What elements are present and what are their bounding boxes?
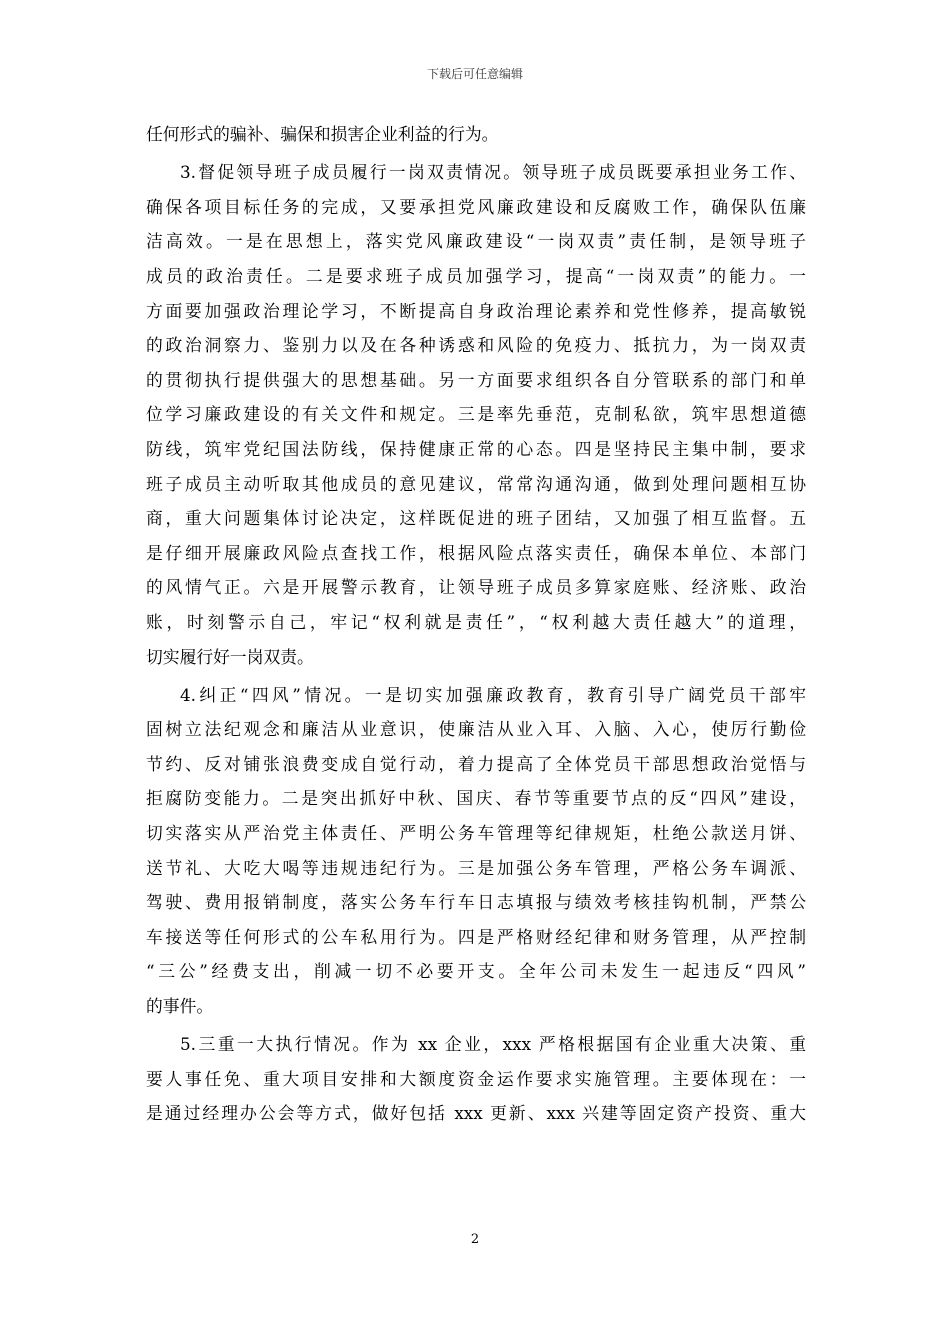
page-number: 2 xyxy=(470,1232,480,1247)
text-line: 是通过经理办公会等方式，做好包括 xxx 更新、xxx 兴建等固定资产投资、重大 xyxy=(146,1103,806,1124)
text-line: 防线，筑牢党纪国法防线，保持健康正常的心态。四是坚持民主集中制，要求 xyxy=(146,438,806,459)
text-line: 确保各项目标任务的完成，又要承担党风廉政建设和反腐败工作，确保队伍廉 xyxy=(146,196,806,217)
text-line: 的政治洞察力、鉴别力以及在各种诱惑和风险的免疫力、抵抗力，为一岗双责 xyxy=(146,335,806,356)
paragraph-item-4 xyxy=(146,678,806,1024)
text-line: 节约、反对铺张浪费变成自觉行动，着力提高了全体党员干部思想政治觉悟与 xyxy=(146,753,806,774)
text-line: 的贯彻执行提供强大的思想基础。另一方面要求组织各自分管联系的部门和单 xyxy=(146,369,806,390)
paragraph-continuation xyxy=(146,117,806,152)
text-line: 洁高效。一是在思想上，落实党风廉政建设“一岗双责”责任制，是领导班子 xyxy=(146,231,806,252)
text-line: 送节礼、大吃大喝等违规违纪行为。三是加强公务车管理，严格公务车调派、 xyxy=(146,857,806,878)
text-line: 切实履行好一岗双责。 xyxy=(146,646,314,667)
paragraph-item-3 xyxy=(146,155,806,674)
text-line: 位学习廉政建设的有关文件和规定。三是率先垂范，克制私欲，筑牢思想道德 xyxy=(146,404,806,425)
page-header: 下载后可任意编辑 xyxy=(426,67,523,81)
text-line: 成员的政治责任。二是要求班子成员加强学习，提高“一岗双责”的能力。一 xyxy=(146,265,806,286)
text-line: 固树立法纪观念和廉洁从业意识，使廉洁从业入耳、入脑、入心，使厉行勤俭 xyxy=(146,719,806,740)
text-line: 账，时刻警示自己，牢记“权利就是责任”，“权利越大责任越大”的道理， xyxy=(146,611,806,632)
text-line: 任何形式的骗补、骗保和损害企业利益的行为。 xyxy=(146,124,499,144)
text-line: 切实落实从严治党主体责任、严明公务车管理等纪律规矩，杜绝公款送月饼、 xyxy=(146,823,806,844)
text-line: 车接送等任何形式的公车私用行为。四是严格财经纪律和财务管理，从严控制 xyxy=(146,926,806,947)
text-line: 4.纠正“四风”情况。一是切实加强廉政教育，教育引导广阔党员干部牢 xyxy=(180,684,806,705)
text-line: 5.三重一大执行情况。作为 xx 企业，xxx 严格根据国有企业重大决策、重 xyxy=(180,1034,806,1055)
text-line: 拒腐防变能力。二是突出抓好中秋、国庆、春节等重要节点的反“四风”建设， xyxy=(146,788,806,809)
text-line: 方面要加强政治理论学习，不断提高自身政治理论素养和党性修养，提高敏锐 xyxy=(146,300,806,321)
text-line: “三公”经费支出，削减一切不必要开支。全年公司未发生一起违反“四风” xyxy=(146,961,806,982)
text-line: 的事件。 xyxy=(146,996,214,1017)
text-line: 的风情气正。六是开展警示教育，让领导班子成员多算家庭账、经济账、政治 xyxy=(146,577,806,598)
paragraph-item-5 xyxy=(146,1027,806,1131)
text-line: 驾驶、费用报销制度，落实公务车行车日志填报与绩效考核挂钩机制，严禁公 xyxy=(146,892,806,913)
text-line: 班子成员主动听取其他成员的意见建议，常常沟通沟通，做到处理问题相互协 xyxy=(146,473,806,494)
document-body xyxy=(146,117,806,1131)
text-line: 商，重大问题集体讨论决定，这样既促进的班子团结，又加强了相互监督。五 xyxy=(146,508,806,529)
text-line: 3.督促领导班子成员履行一岗双责情况。领导班子成员既要承担业务工作、 xyxy=(180,162,806,183)
text-line: 要人事任免、重大项目安排和大额度资金运作要求实施管理。主要体现在：一 xyxy=(146,1068,806,1089)
text-line: 是仔细开展廉政风险点查找工作，根据风险点落实责任，确保本单位、本部门 xyxy=(146,542,806,563)
